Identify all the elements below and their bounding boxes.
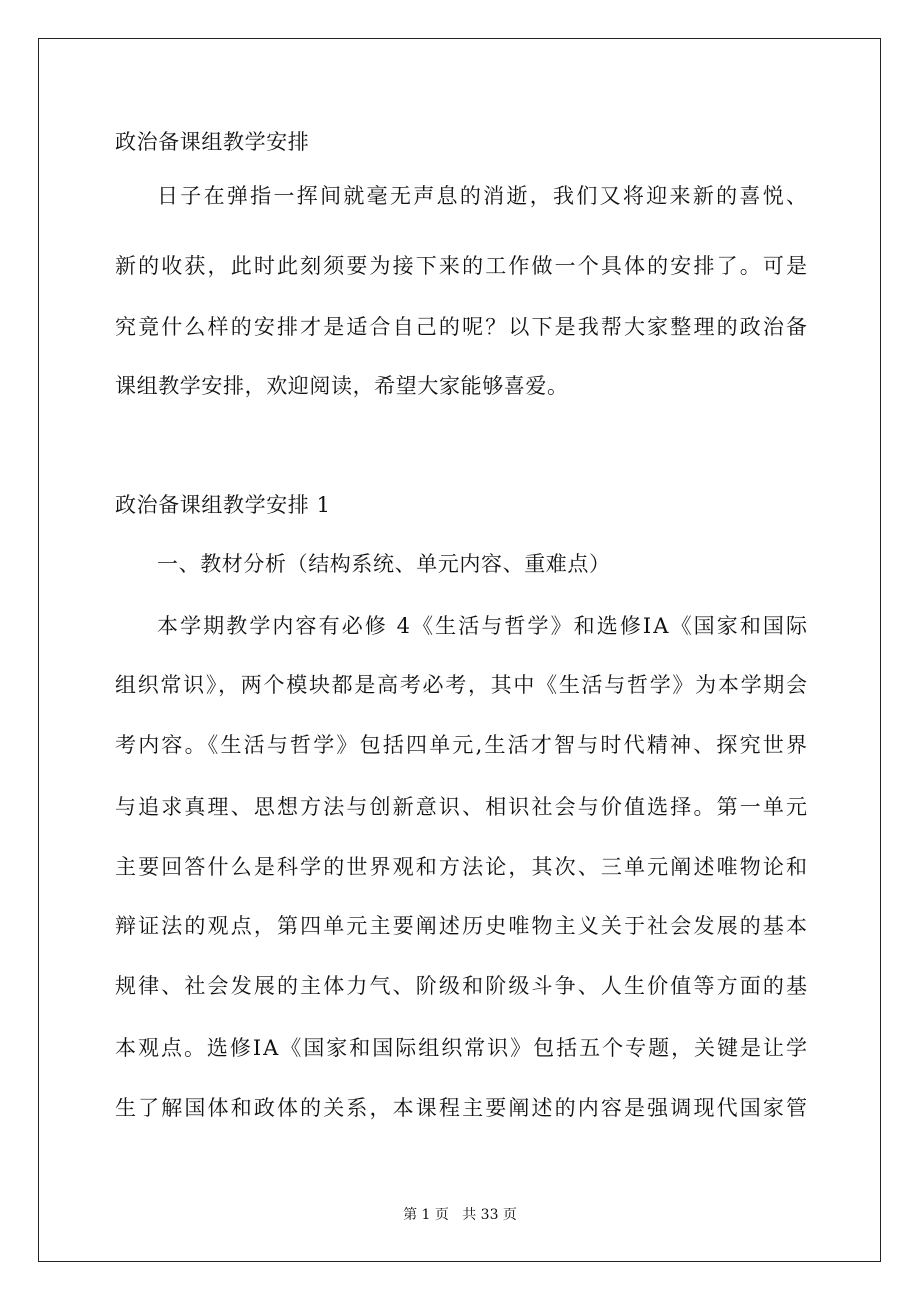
intro-line: 课组教学安排，欢迎阅读，希望大家能够喜爱。 (115, 374, 569, 398)
body-line: 辩证法的观点，第四单元主要阐述历史唯物主义关于社会发展的基本 (115, 914, 807, 938)
intro-line: 究竟什么样的安排才是适合自己的呢？以下是我帮大家整理的政治备 (115, 315, 807, 339)
body-line: 规律、社会发展的主体力气、阶级和阶级斗争、人生价值等方面的基 (115, 974, 807, 998)
body-line: 考内容。《生活与哲学》包括四单元,生活才智与时代精神、探究世界 (115, 733, 807, 757)
body-line: 组织常识》，两个模块都是高考必考，其中《生活与哲学》为本学期会 (115, 673, 807, 697)
section-title: 政治备课组教学安排 1 (115, 493, 331, 517)
body-line: 与追求真理、思想方法与创新意识、相识社会与价值选择。第一单元 (115, 795, 807, 819)
page-border (38, 38, 881, 1262)
subsection-title: 一、教材分析（结构系统、单元内容、重难点） (157, 552, 611, 576)
body-line: 本观点。选修ⅠA《国家和国际组织常识》包括五个专题，关键是让学 (115, 1036, 807, 1060)
document-title: 政治备课组教学安排 (115, 130, 310, 154)
page-number-footer: 第 1 页 共 33 页 (403, 1207, 517, 1223)
intro-line: 新的收获，此时此刻须要为接下来的工作做一个具体的安排了。可是 (115, 254, 807, 278)
intro-line: 日子在弹指一挥间就毫无声息的消逝，我们又将迎来新的喜悦、 (157, 184, 807, 208)
body-line: 本学期教学内容有必修 4《生活与哲学》和选修ⅠA《国家和国际 (157, 614, 807, 638)
body-line: 主要回答什么是科学的世界观和方法论，其次、三单元阐述唯物论和 (115, 855, 807, 879)
body-line: 生了解国体和政体的关系，本课程主要阐述的内容是强调现代国家管 (115, 1096, 807, 1120)
